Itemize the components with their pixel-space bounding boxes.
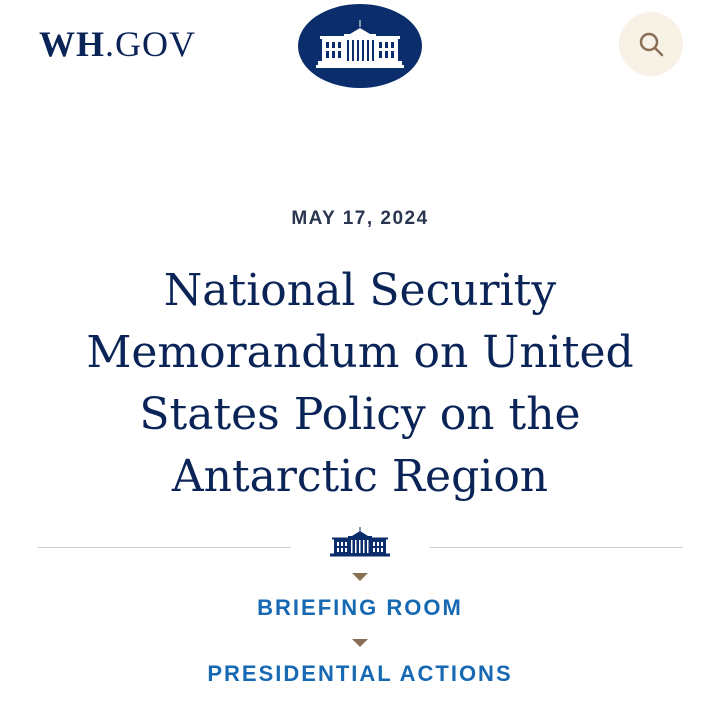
white-house-seal-icon[interactable] xyxy=(298,4,422,88)
search-icon xyxy=(638,31,664,57)
search-button[interactable] xyxy=(619,12,683,76)
breadcrumb-presidential-actions[interactable]: PRESIDENTIAL ACTIONS xyxy=(207,661,513,686)
site-header xyxy=(0,0,720,90)
article-date: MAY 17, 2024 xyxy=(291,208,429,229)
site-logo-link[interactable] xyxy=(39,22,196,66)
divider-line-right xyxy=(430,547,683,548)
section-divider xyxy=(38,527,683,563)
logo-wh: WH xyxy=(39,24,106,64)
divider-line-left xyxy=(38,547,291,548)
white-house-icon xyxy=(328,527,392,564)
page-title: National Security Memorandum on United States Policy on the Antarctic Region xyxy=(86,265,634,502)
white-house-building-icon xyxy=(314,20,406,72)
logo-gov: .GOV xyxy=(105,24,197,64)
caret-down-icon xyxy=(352,573,368,581)
breadcrumb-briefing-room[interactable]: BRIEFING ROOM xyxy=(257,595,463,620)
caret-down-icon xyxy=(352,639,368,647)
